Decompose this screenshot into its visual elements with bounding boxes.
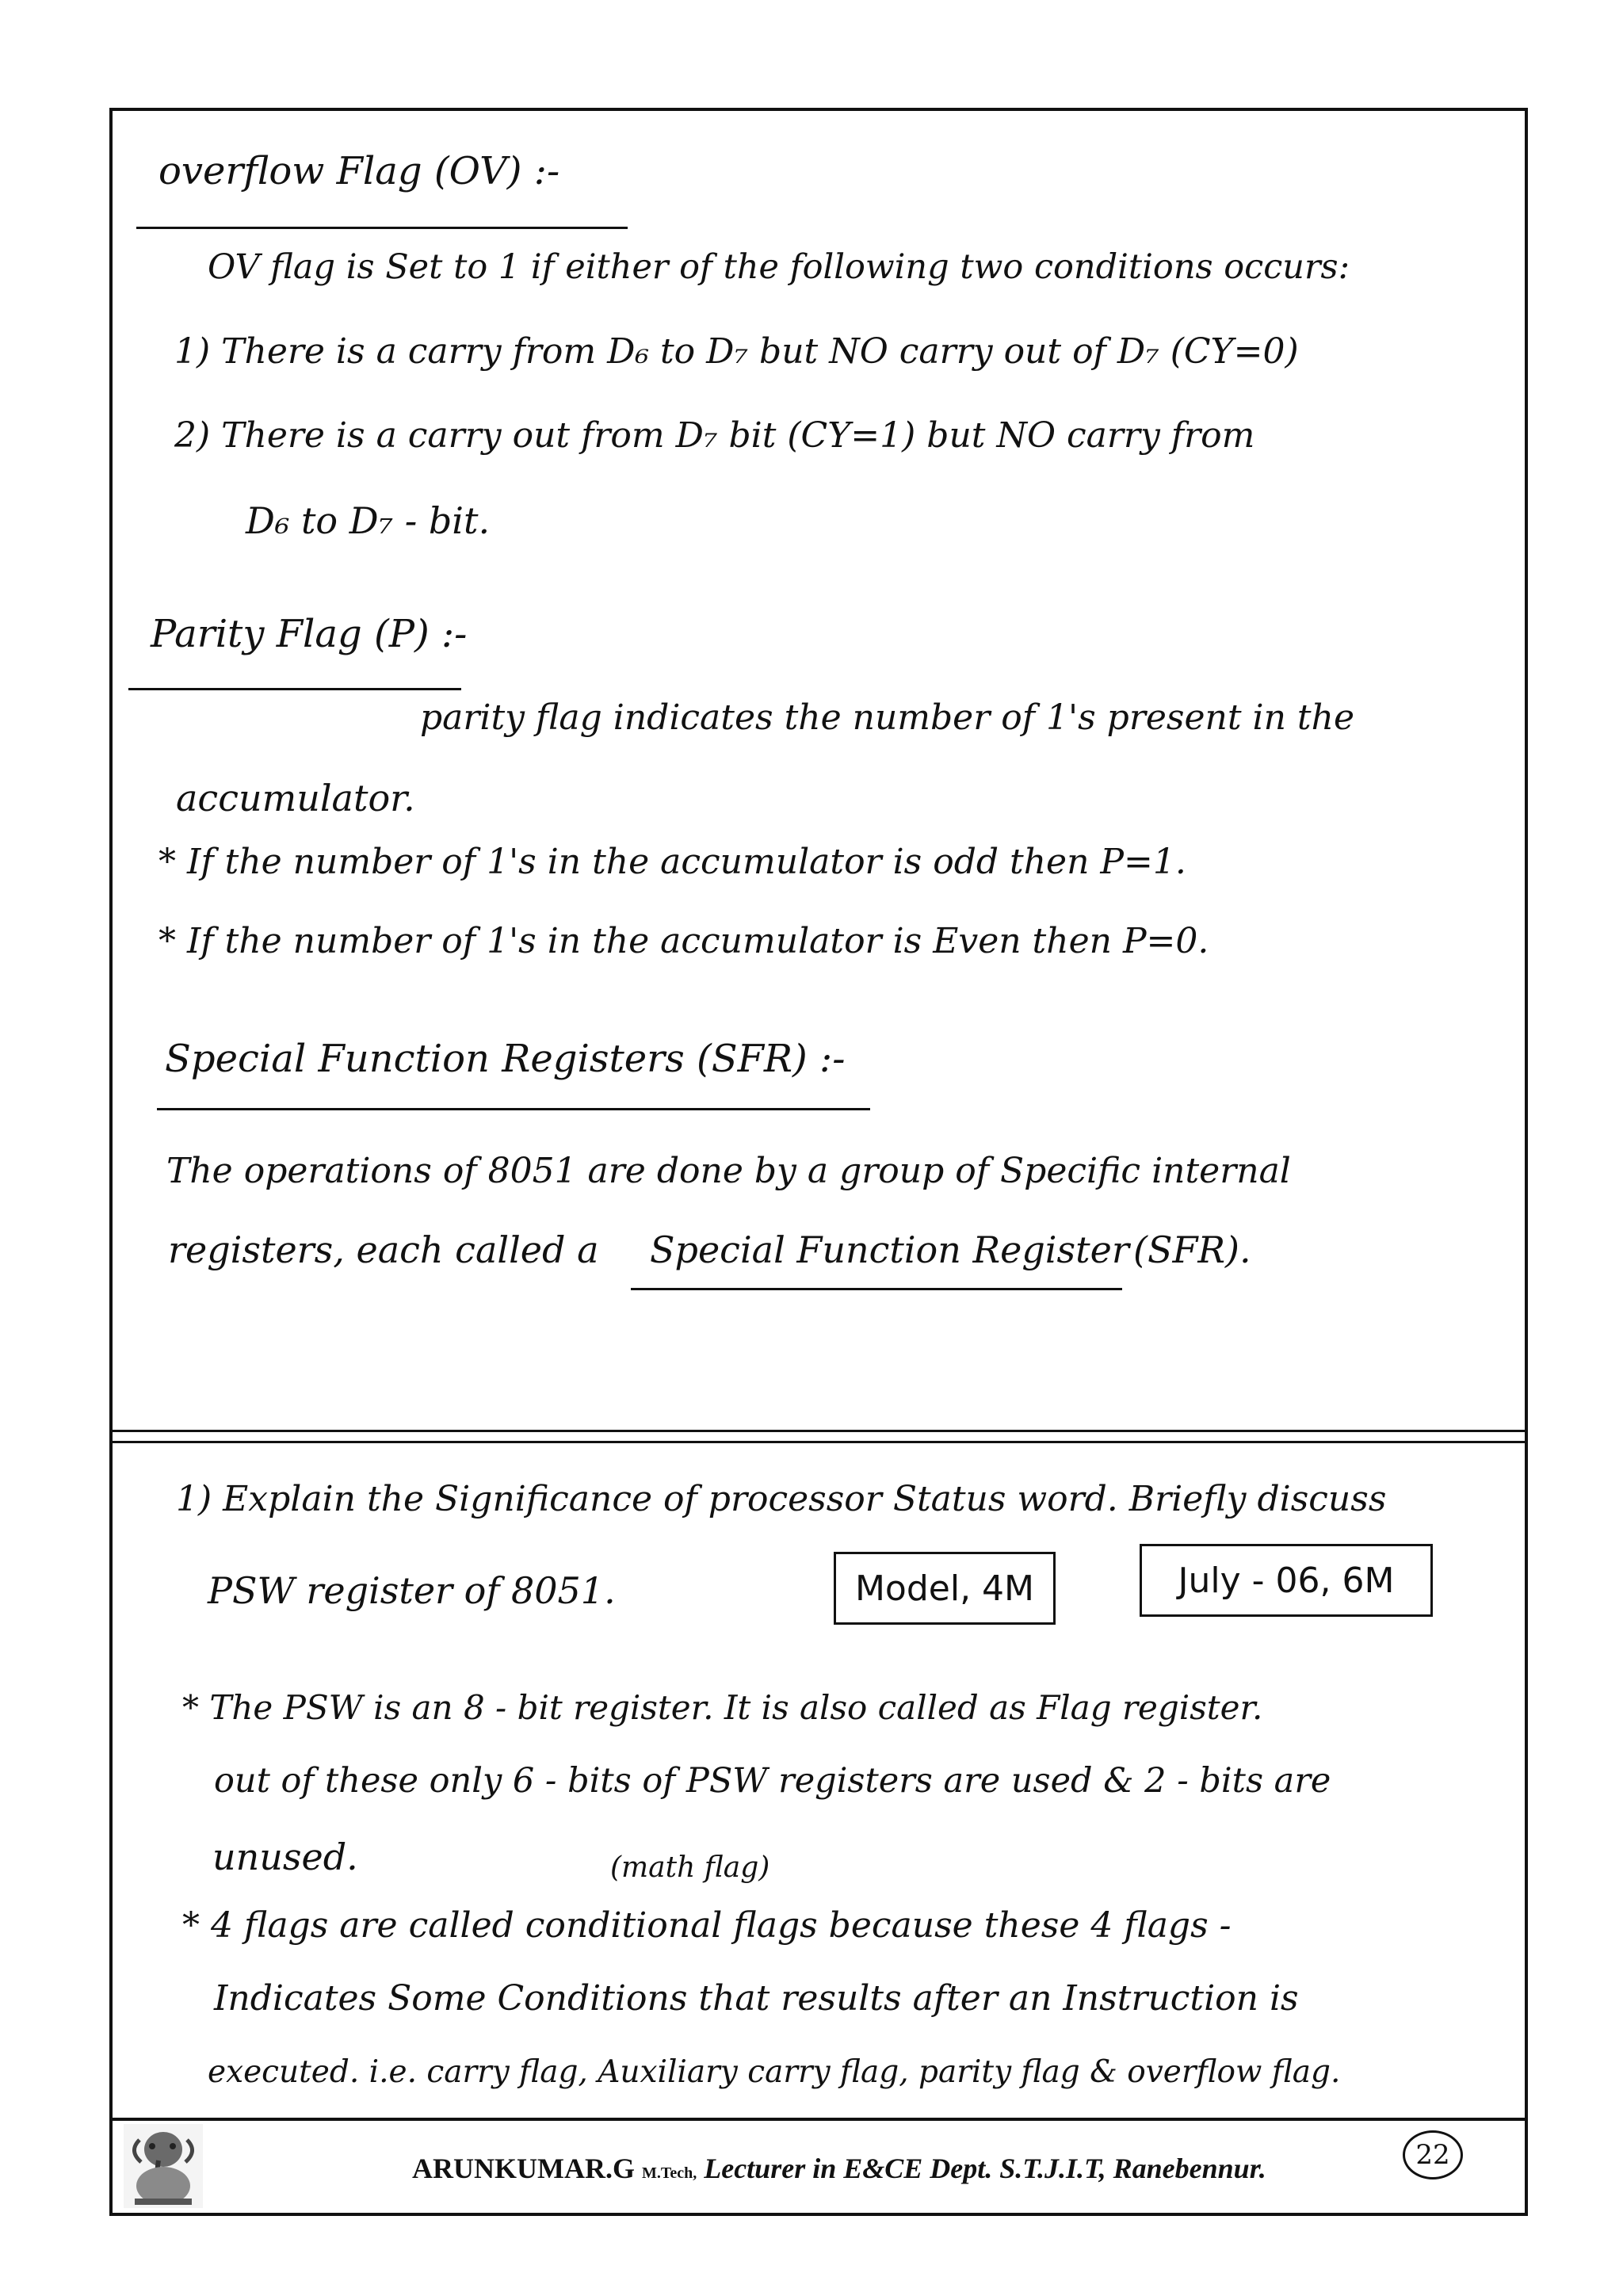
question-line-2: PSW register of 8051. [208, 1569, 616, 1612]
badge-july-06-6m: July - 06, 6M [1140, 1544, 1433, 1617]
sfr-heading: Special Function Registers (SFR) :- [165, 1037, 846, 1081]
footer-author-name: ARUNKUMAR.G [412, 2153, 635, 2184]
sfr-line-2a: registers, each called a [168, 1228, 599, 1271]
section-separator-bottom [109, 1441, 1528, 1443]
footer-credit [412, 2152, 1266, 2185]
overflow-heading: overflow Flag (OV) :- [158, 149, 560, 193]
overflow-line-1: OV flag is Set to 1 if either of the following two conditions occurs: [208, 247, 1350, 287]
parity-line-4: * If the number of 1's in the accumulator is Even then P=0. [158, 921, 1209, 961]
answer-line-3: unused. [212, 1836, 358, 1878]
answer-line-6: executed. i.e. carry flag, Auxiliary carry flag, parity flag & overflow flag. [208, 2054, 1341, 2090]
parity-line-3: * If the number of 1's in the accumulator is odd then P=1. [158, 842, 1186, 882]
sfr-heading-underline [157, 1108, 870, 1110]
footer-divider [109, 2118, 1528, 2121]
answer-line-1: * The PSW is an 8 - bit register. It is also called as Flag register. [182, 1688, 1263, 1727]
answer-line-2: out of these only 6 - bits of PSW registers are used & 2 - bits are [214, 1761, 1331, 1801]
overflow-heading-underline [136, 227, 628, 229]
overflow-line-2: 1) There is a carry from D₆ to D₇ but NO carry out of D₇ (CY=0) [174, 331, 1299, 372]
parity-heading-underline [128, 688, 461, 690]
footer-college: S.T.J.I.T, Ranebennur. [999, 2153, 1266, 2184]
answer-line-4: * 4 flags are called conditional flags because these 4 flags - [182, 1905, 1232, 1946]
overflow-line-3: 2) There is a carry out from D₇ bit (CY=1) but NO carry from [174, 415, 1255, 456]
answer-note-math-flag: (math flag) [610, 1851, 770, 1884]
parity-heading: Parity Flag (P) :- [151, 612, 468, 656]
parity-line-1: parity flag indicates the number of 1's present in the [420, 697, 1354, 738]
question-line-1: 1) Explain the Significance of processor Status word. Briefly discuss [176, 1479, 1387, 1519]
answer-line-5: Indicates Some Conditions that results after an Instruction is [214, 1978, 1299, 2019]
sfr-term-underline [631, 1288, 1122, 1290]
parity-line-2: accumulator. [176, 777, 415, 819]
footer-degree: M.Tech, [641, 2164, 697, 2182]
ganesha-logo-icon [124, 2124, 203, 2208]
sfr-line-2c: (SFR). [1133, 1228, 1251, 1271]
sfr-line-1: The operations of 8051 are done by a group of Specific internal [166, 1151, 1291, 1191]
badge-model-4m: Model, 4M [834, 1552, 1056, 1625]
page-number: 22 [1403, 2130, 1463, 2179]
sfr-line-2b: Special Function Register [650, 1228, 1129, 1271]
overflow-line-4: D₆ to D₇ - bit. [246, 499, 491, 542]
footer-lecturer: Lecturer in E&CE Dept. [704, 2153, 993, 2184]
section-separator-top [109, 1430, 1528, 1432]
